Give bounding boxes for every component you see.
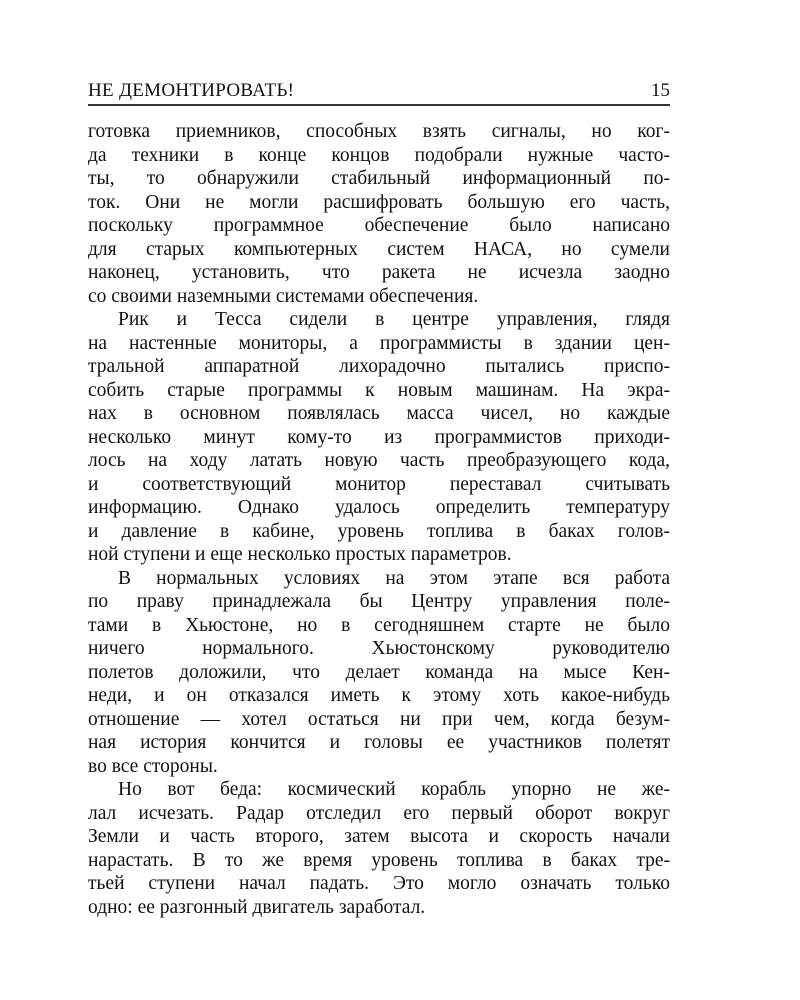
text-line: собить старые программы к новым машинам. На экра- xyxy=(88,379,670,401)
text-line: тральной аппаратной лихорадочно пытались приспо- xyxy=(88,356,670,377)
text-line: ной ступени и еще несколько простых параметров. xyxy=(88,544,512,565)
text-line: информацию. Однако удалось определить температуру xyxy=(88,497,670,518)
text-line: поскольку программное обеспечение было написано xyxy=(88,215,670,236)
text-line: тьей ступени начал падать. Это могло означать только xyxy=(88,873,670,894)
text-line: ничего нормального. Хьюстонскому руководителю xyxy=(88,638,670,659)
text-line: лось на ходу латать новую часть преобразующего кода, xyxy=(88,450,670,471)
page-body-text xyxy=(88,120,670,919)
running-header xyxy=(88,80,670,106)
text-line: ты, то обнаружили стабильный информационный по- xyxy=(88,168,670,189)
text-line: ная история кончится и головы ее участников полетят xyxy=(88,732,670,753)
page-number: 15 xyxy=(651,80,670,101)
text-line: одно: ее разгонный двигатель заработал. xyxy=(88,896,426,918)
text-line: тами в Хьюстоне, но в сегодняшнем старте не было xyxy=(88,614,670,636)
text-line: полетов доложили, что делает команда на мысе Кен- xyxy=(88,661,670,683)
text-line: наконец, установить, что ракета не исчезла заодно xyxy=(88,262,670,283)
running-title: НЕ ДЕМОНТИРОВАТЬ! xyxy=(88,80,295,101)
paragraph xyxy=(88,308,670,567)
text-line: Но вот беда: космический корабль упорно не же- xyxy=(118,779,670,800)
text-line: Земли и часть второго, затем высота и скорость начали xyxy=(88,826,670,847)
text-line: нах в основном появлялась масса чисел, но каждые xyxy=(88,403,670,424)
text-line: на настенные мониторы, а программисты в здании цен- xyxy=(88,332,670,354)
text-line: готовка приемников, способных взять сигналы, но ког- xyxy=(88,121,670,142)
text-line: во все стороны. xyxy=(88,755,218,777)
text-line: и соответствующий монитор переставал считывать xyxy=(88,473,670,495)
text-line: отношение — хотел остаться ни при чем, когда безум- xyxy=(88,708,670,730)
text-line: неди, и он отказался иметь к этому хоть какое-нибудь xyxy=(88,685,670,706)
text-line: по праву принадлежала бы Центру управления поле- xyxy=(88,591,670,612)
text-line: для старых компьютерных систем НАСА, но сумели xyxy=(88,238,670,260)
text-line: нарастать. В то же время уровень топлива в баках тре- xyxy=(88,849,670,871)
text-line: ток. Они не могли расшифровать большую его часть, xyxy=(88,191,670,213)
text-line: В нормальных условиях на этом этапе вся работа xyxy=(118,567,670,589)
text-line: и давление в кабине, уровень топлива в баках голов- xyxy=(88,520,670,542)
text-line: лал исчезать. Радар отследил его первый оборот вокруг xyxy=(88,802,670,824)
paragraph xyxy=(88,778,670,919)
text-line: да техники в конце концов подобрали нужные часто- xyxy=(88,144,670,166)
text-line: со своими наземными системами обеспечения. xyxy=(88,285,479,307)
paragraph xyxy=(88,567,670,779)
paragraph xyxy=(88,120,670,308)
text-line: несколько минут кому-то из программистов приходи- xyxy=(88,426,670,448)
text-line: Рик и Тесса сидели в центре управления, глядя xyxy=(118,309,670,330)
